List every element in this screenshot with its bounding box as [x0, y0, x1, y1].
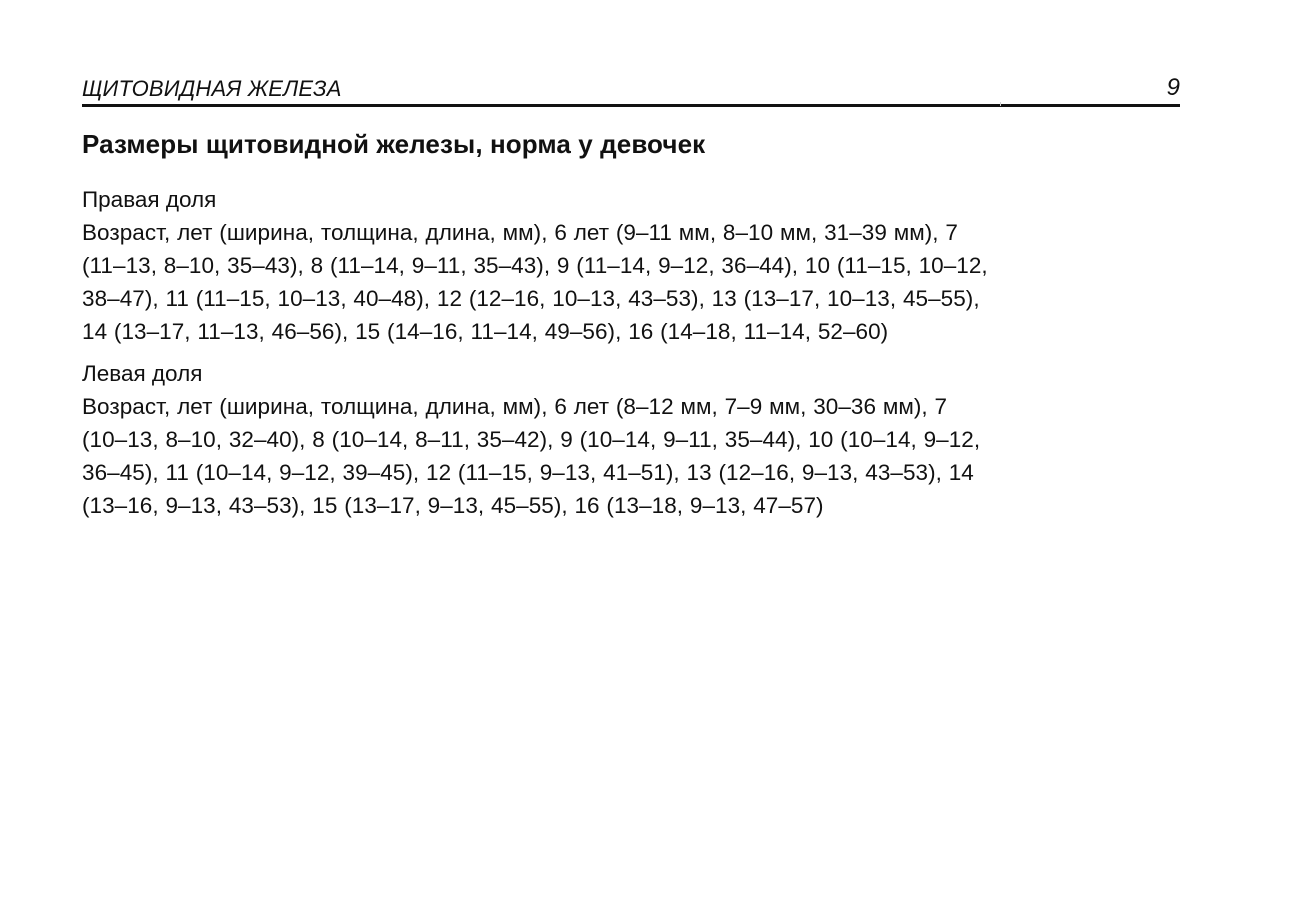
right-lobe-paragraph — [82, 216, 1180, 348]
text-line: (13–16, 9–13, 43–53), 15 (13–17, 9–13, 45–55), 16 (13–18, 9–13, 47–57) — [82, 493, 824, 518]
text-line: 38–47), 11 (11–15, 10–13, 40–48), 12 (12–16, 10–13, 43–53), 13 (13–17, 10–13, 45–55), — [82, 286, 980, 311]
section-title: Размеры щитовидной железы, норма у девочек — [82, 129, 706, 159]
left-lobe-heading: Левая доля — [82, 361, 203, 386]
running-title: ЩИТОВИДНАЯ ЖЕЛЕЗА — [82, 76, 342, 101]
scan-artifact — [1000, 102, 1001, 106]
text-line: (11–13, 8–10, 35–43), 8 (11–14, 9–11, 35–43), 9 (11–14, 9–12, 36–44), 10 (11–15, 10–12, — [82, 253, 988, 278]
running-header — [82, 70, 1180, 107]
text-line: Возраст, лет (ширина, толщина, длина, мм), 6 лет (8–12 мм, 7–9 мм, 30–36 мм), 7 — [82, 394, 948, 419]
text-line: Возраст, лет (ширина, толщина, длина, мм), 6 лет (9–11 мм, 8–10 мм, 31–39 мм), 7 — [82, 220, 958, 245]
right-lobe-heading: Правая доля — [82, 187, 217, 212]
book-page — [82, 70, 1180, 522]
text-line: 36–45), 11 (10–14, 9–12, 39–45), 12 (11–15, 9–13, 41–51), 13 (12–16, 9–13, 43–53), 14 — [82, 460, 974, 485]
text-line: (10–13, 8–10, 32–40), 8 (10–14, 8–11, 35–42), 9 (10–14, 9–11, 35–44), 10 (10–14, 9–12, — [82, 427, 981, 452]
left-lobe-paragraph — [82, 390, 1180, 522]
text-line: 14 (13–17, 11–13, 46–56), 15 (14–16, 11–14, 49–56), 16 (14–18, 11–14, 52–60) — [82, 319, 889, 344]
page-number: 9 — [1166, 74, 1180, 101]
